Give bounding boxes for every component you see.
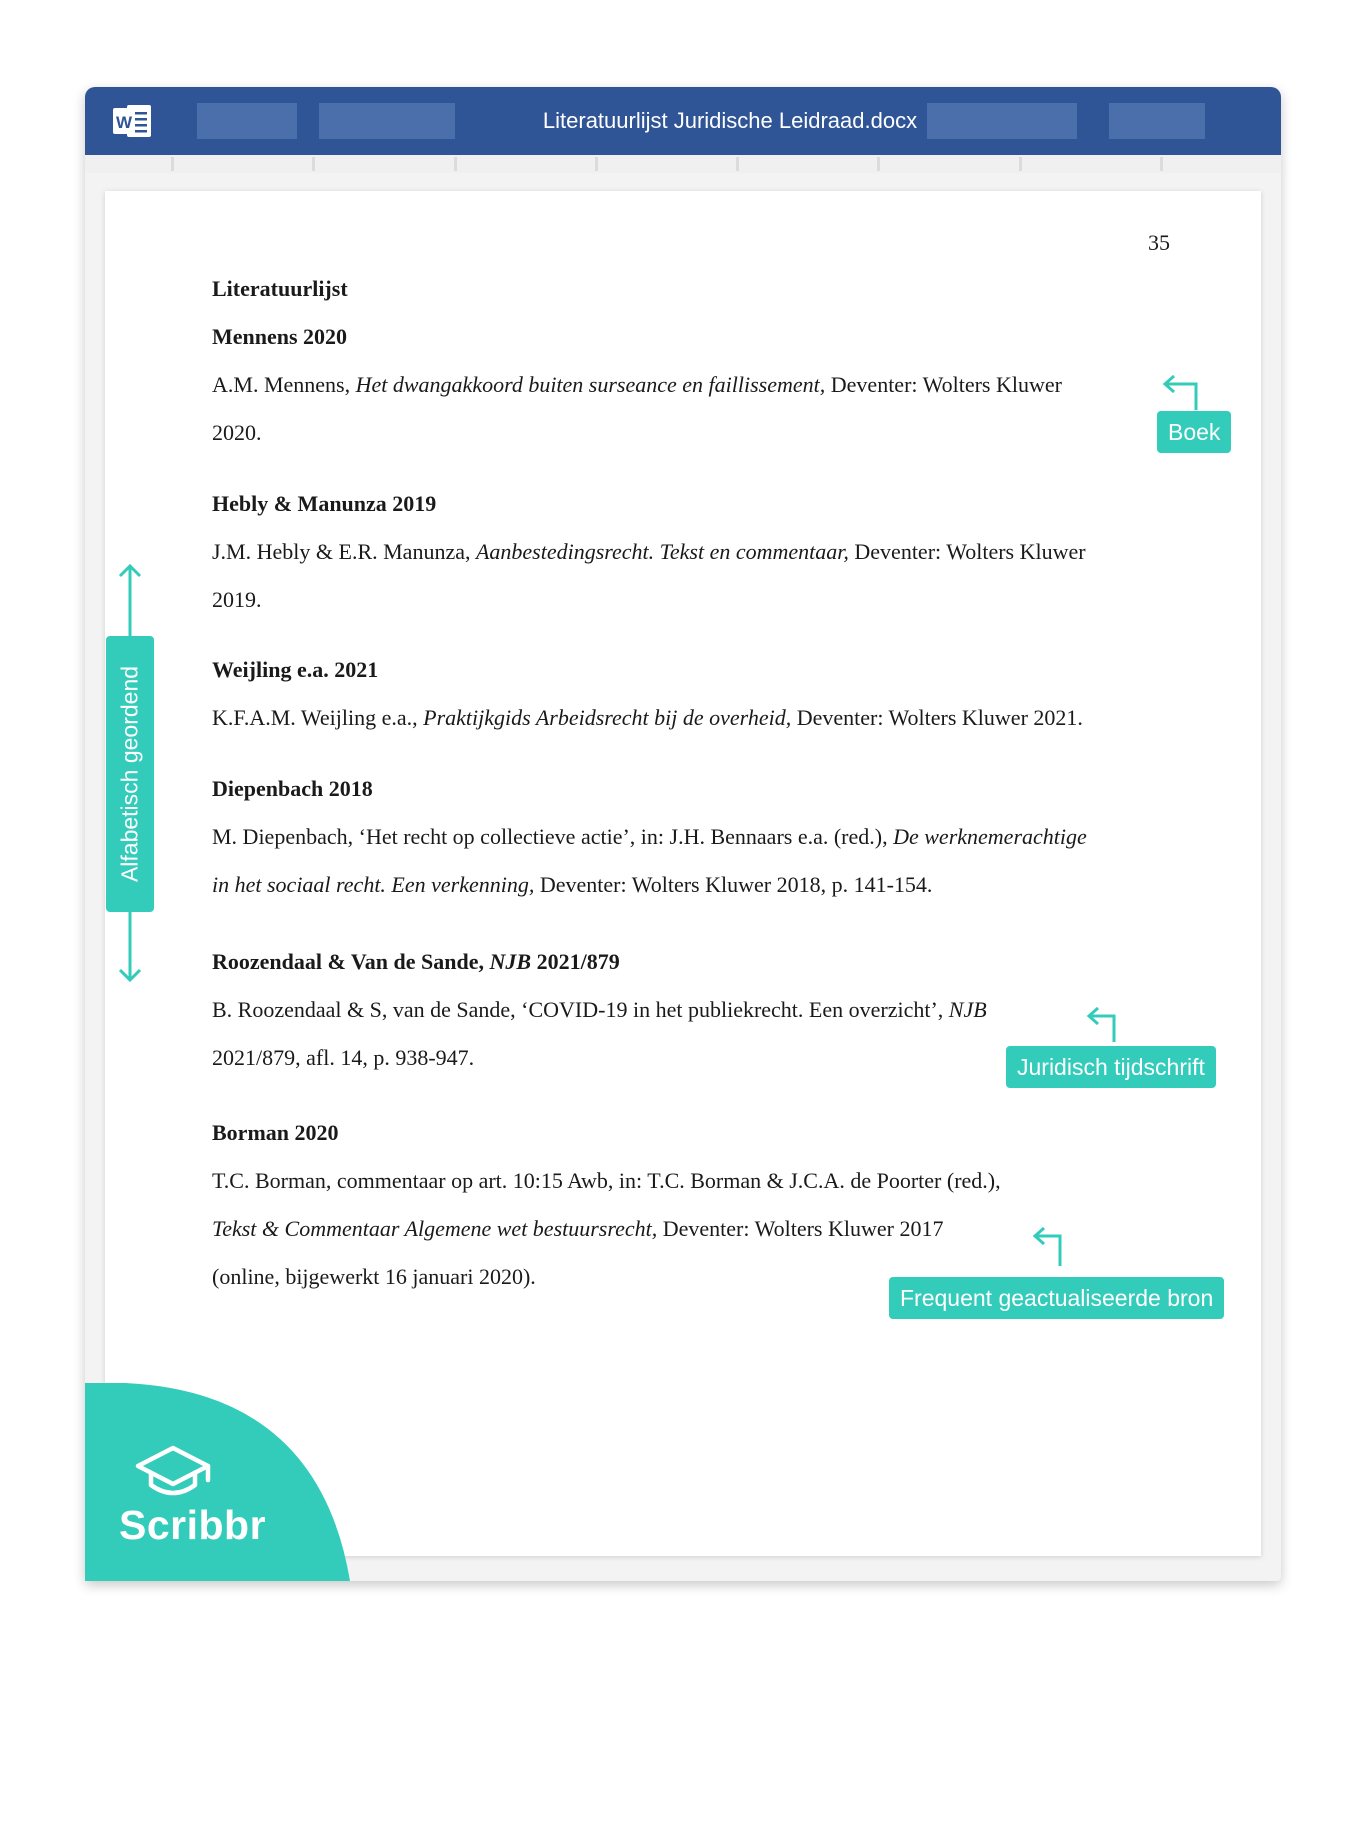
page-title: Literatuurlijst xyxy=(212,276,348,301)
word-icon xyxy=(113,103,153,139)
page-number: 35 xyxy=(1148,230,1170,255)
entry-line: (online, bijgewerkt 16 januari 2020). xyxy=(212,1264,536,1289)
arrow-up-icon xyxy=(116,563,144,637)
curved-arrow-icon xyxy=(1030,1222,1076,1268)
toolbar-placeholder[interactable] xyxy=(927,103,1077,139)
annotation-updated-source: Frequent geactualiseerde bron xyxy=(889,1277,1224,1319)
entry-line: K.F.A.M. Weijling e.a., Praktijkgids Arbeidsrecht bij de overheid, Deventer: Wolters Kluwer 2021. xyxy=(212,705,1083,730)
annotation-alphabetical: Alfabetisch geordend xyxy=(106,636,154,912)
entry-title: Borman 2020 xyxy=(212,1120,339,1145)
annotation-journal: Juridisch tijdschrift xyxy=(1006,1046,1216,1088)
curved-arrow-icon xyxy=(1084,1004,1130,1044)
entry-title: Hebly & Manunza 2019 xyxy=(212,491,437,516)
toolbar-placeholder[interactable] xyxy=(1109,103,1205,139)
title-bar xyxy=(85,87,1281,155)
svg-text:W: W xyxy=(115,113,133,132)
entry-line: J.M. Hebly & E.R. Manunza, Aanbestedingsrecht. Tekst en commentaar, Deventer: Wolters Kluwer xyxy=(212,539,1086,564)
entry-line: B. Roozendaal & S, van de Sande, ‘COVID-19 in het publiekrecht. Een overzicht’, NJB xyxy=(212,997,987,1022)
arrow-down-icon xyxy=(116,911,144,983)
toolbar-placeholder[interactable] xyxy=(319,103,455,139)
annotation-book: Boek xyxy=(1157,411,1231,453)
entry-line: M. Diepenbach, ‘Het recht op collectieve actie’, in: J.H. Bennaars e.a. (red.), De werknemerachtige xyxy=(212,824,1087,849)
ruler xyxy=(85,155,1281,173)
scribbr-logo-corner xyxy=(85,1383,355,1581)
entry-title: Weijling e.a. 2021 xyxy=(212,657,379,682)
entry-line: 2019. xyxy=(212,587,262,612)
entry-line: 2021/879, afl. 14, p. 938-947. xyxy=(212,1045,475,1070)
scribbr-logo-text: Scribbr xyxy=(119,1502,267,1548)
curved-arrow-icon xyxy=(1160,372,1206,412)
entry-title: Mennens 2020 xyxy=(212,324,348,349)
entry-line: 2020. xyxy=(212,420,262,445)
entry-line: A.M. Mennens, Het dwangakkoord buiten surseance en faillissement, Deventer: Wolters Kluwer xyxy=(212,372,1062,397)
toolbar-placeholder[interactable] xyxy=(197,103,297,139)
document-title: Literatuurlijst Juridische Leidraad.docx xyxy=(542,108,918,133)
entry-title: Roozendaal & Van de Sande, NJB 2021/879 xyxy=(212,949,620,974)
entry-line: T.C. Borman, commentaar op art. 10:15 Awb, in: T.C. Borman & J.C.A. de Poorter (red.), xyxy=(212,1168,1001,1193)
entry-line: in het sociaal recht. Een verkenning, Deventer: Wolters Kluwer 2018, p. 141-154. xyxy=(212,872,933,897)
entry-title: Diepenbach 2018 xyxy=(212,776,373,801)
entry-line: Tekst & Commentaar Algemene wet bestuursrecht, Deventer: Wolters Kluwer 2017 xyxy=(212,1216,944,1241)
